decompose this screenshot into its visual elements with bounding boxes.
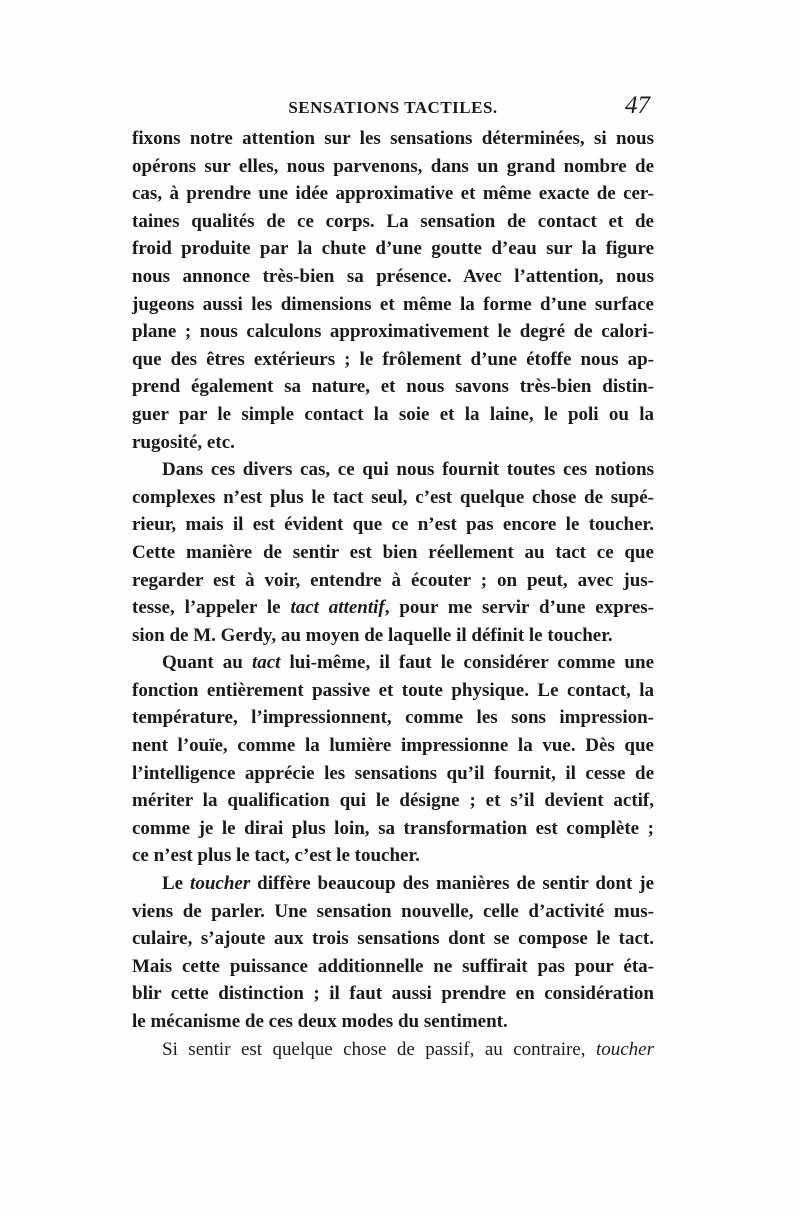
text-fragment: , pour me servir d’une expres- bbox=[384, 597, 655, 619]
text-line: guer par le simple contact la soie et la laine, le poli ou la bbox=[132, 403, 654, 425]
text-line: sion de M. Gerdy, au moyen de laquelle il définit le toucher. bbox=[132, 624, 613, 646]
running-head bbox=[132, 92, 654, 122]
paragraph-start-line bbox=[132, 1036, 654, 1064]
text-line: nous annonce très-bien sa présence. Avec l’attention, nous bbox=[132, 265, 654, 287]
italic-term: tact attentif bbox=[290, 597, 385, 619]
text-line: nent l’ouïe, comme la lumière impressionne la vue. Dès que bbox=[132, 735, 654, 757]
text-line: fixons notre attention sur les sensations déterminées, si nous bbox=[132, 128, 654, 149]
text-line: prend également sa nature, et nous savons très-bien distin- bbox=[132, 376, 654, 398]
text-line: ce n’est plus le tact, c’est le toucher. bbox=[132, 845, 420, 867]
text-line: Mais cette puissance additionnelle ne suffirait pas pour éta- bbox=[132, 955, 654, 977]
text-line: l’intelligence apprécie les sensations qu’il fournit, il cesse de bbox=[132, 762, 654, 784]
text-line: comme je le dirai plus loin, sa transformation est complète ; bbox=[132, 817, 654, 839]
text-line: rieur, mais il est évident que ce n’est pas encore le toucher. bbox=[132, 514, 654, 536]
text-line: blir cette distinction ; il faut aussi prendre en considération bbox=[132, 983, 654, 1005]
italic-term: toucher bbox=[190, 873, 251, 895]
text-line: mériter la qualification qui le désigne ; et s’il devient actif, bbox=[132, 790, 654, 812]
text-fragment: lui-même, il faut le considérer comme une bbox=[280, 652, 655, 674]
text-line: cas, à prendre une idée approximative et même exacte de cer- bbox=[132, 183, 654, 205]
running-title: SENSATIONS TACTILES. bbox=[288, 98, 498, 117]
text-line: regarder est à voir, entendre à écouter ; on peut, avec jus- bbox=[132, 569, 654, 591]
paragraph-start-line: Dans ces divers cas, ce qui nous fournit toutes ces notions bbox=[162, 459, 654, 481]
italic-term: tact bbox=[251, 652, 281, 674]
text-line: complexes n’est plus le tact seul, c’est quelque chose de supé- bbox=[132, 486, 654, 508]
text-line: rugosité, etc. bbox=[132, 431, 235, 453]
text-line-with-italic bbox=[132, 594, 654, 622]
italic-term: toucher bbox=[595, 1038, 654, 1060]
text-line: le mécanisme de ces deux modes du sentiment. bbox=[132, 1011, 508, 1032]
text-fragment: Quant au bbox=[162, 652, 252, 674]
text-fragment: diffère beaucoup des manières de sentir dont je bbox=[250, 873, 654, 895]
text-line: température, l’impressionnent, comme les sons impression- bbox=[132, 707, 654, 729]
text-line: fonction entièrement passive et toute physique. Le contact, la bbox=[132, 679, 654, 701]
text-line: froid produite par la chute d’une goutte d’eau sur la figure bbox=[132, 238, 654, 260]
text-line: plane ; nous calculons approximativement le degré de calori- bbox=[132, 321, 654, 343]
text-line: taines qualités de ce corps. La sensation de contact et de bbox=[132, 210, 654, 232]
paragraph-start-line bbox=[132, 870, 654, 898]
text-fragment: Le bbox=[162, 873, 191, 895]
text-line: culaire, s’ajoute aux trois sensations dont se compose le tact. bbox=[132, 928, 654, 950]
text-line: opérons sur elles, nous parvenons, dans un grand nombre de bbox=[132, 155, 654, 177]
body-text bbox=[132, 125, 654, 1063]
text-line: viens de parler. Une sensation nouvelle, celle d’activité mus- bbox=[132, 900, 654, 922]
text-fragment: Si sentir est quelque chose de passif, au contraire, bbox=[162, 1038, 596, 1060]
text-line: jugeons aussi les dimensions et même la forme d’une surface bbox=[132, 293, 654, 315]
text-line: Cette manière de sentir est bien réellement au tact ce que bbox=[132, 541, 654, 563]
text-fragment: tesse, l’appeler le bbox=[132, 597, 291, 619]
text-line: que des êtres extérieurs ; le frôlement d’une étoffe nous ap- bbox=[132, 348, 654, 370]
page-number: 47 bbox=[625, 92, 650, 119]
paragraph-start-line bbox=[132, 649, 654, 677]
